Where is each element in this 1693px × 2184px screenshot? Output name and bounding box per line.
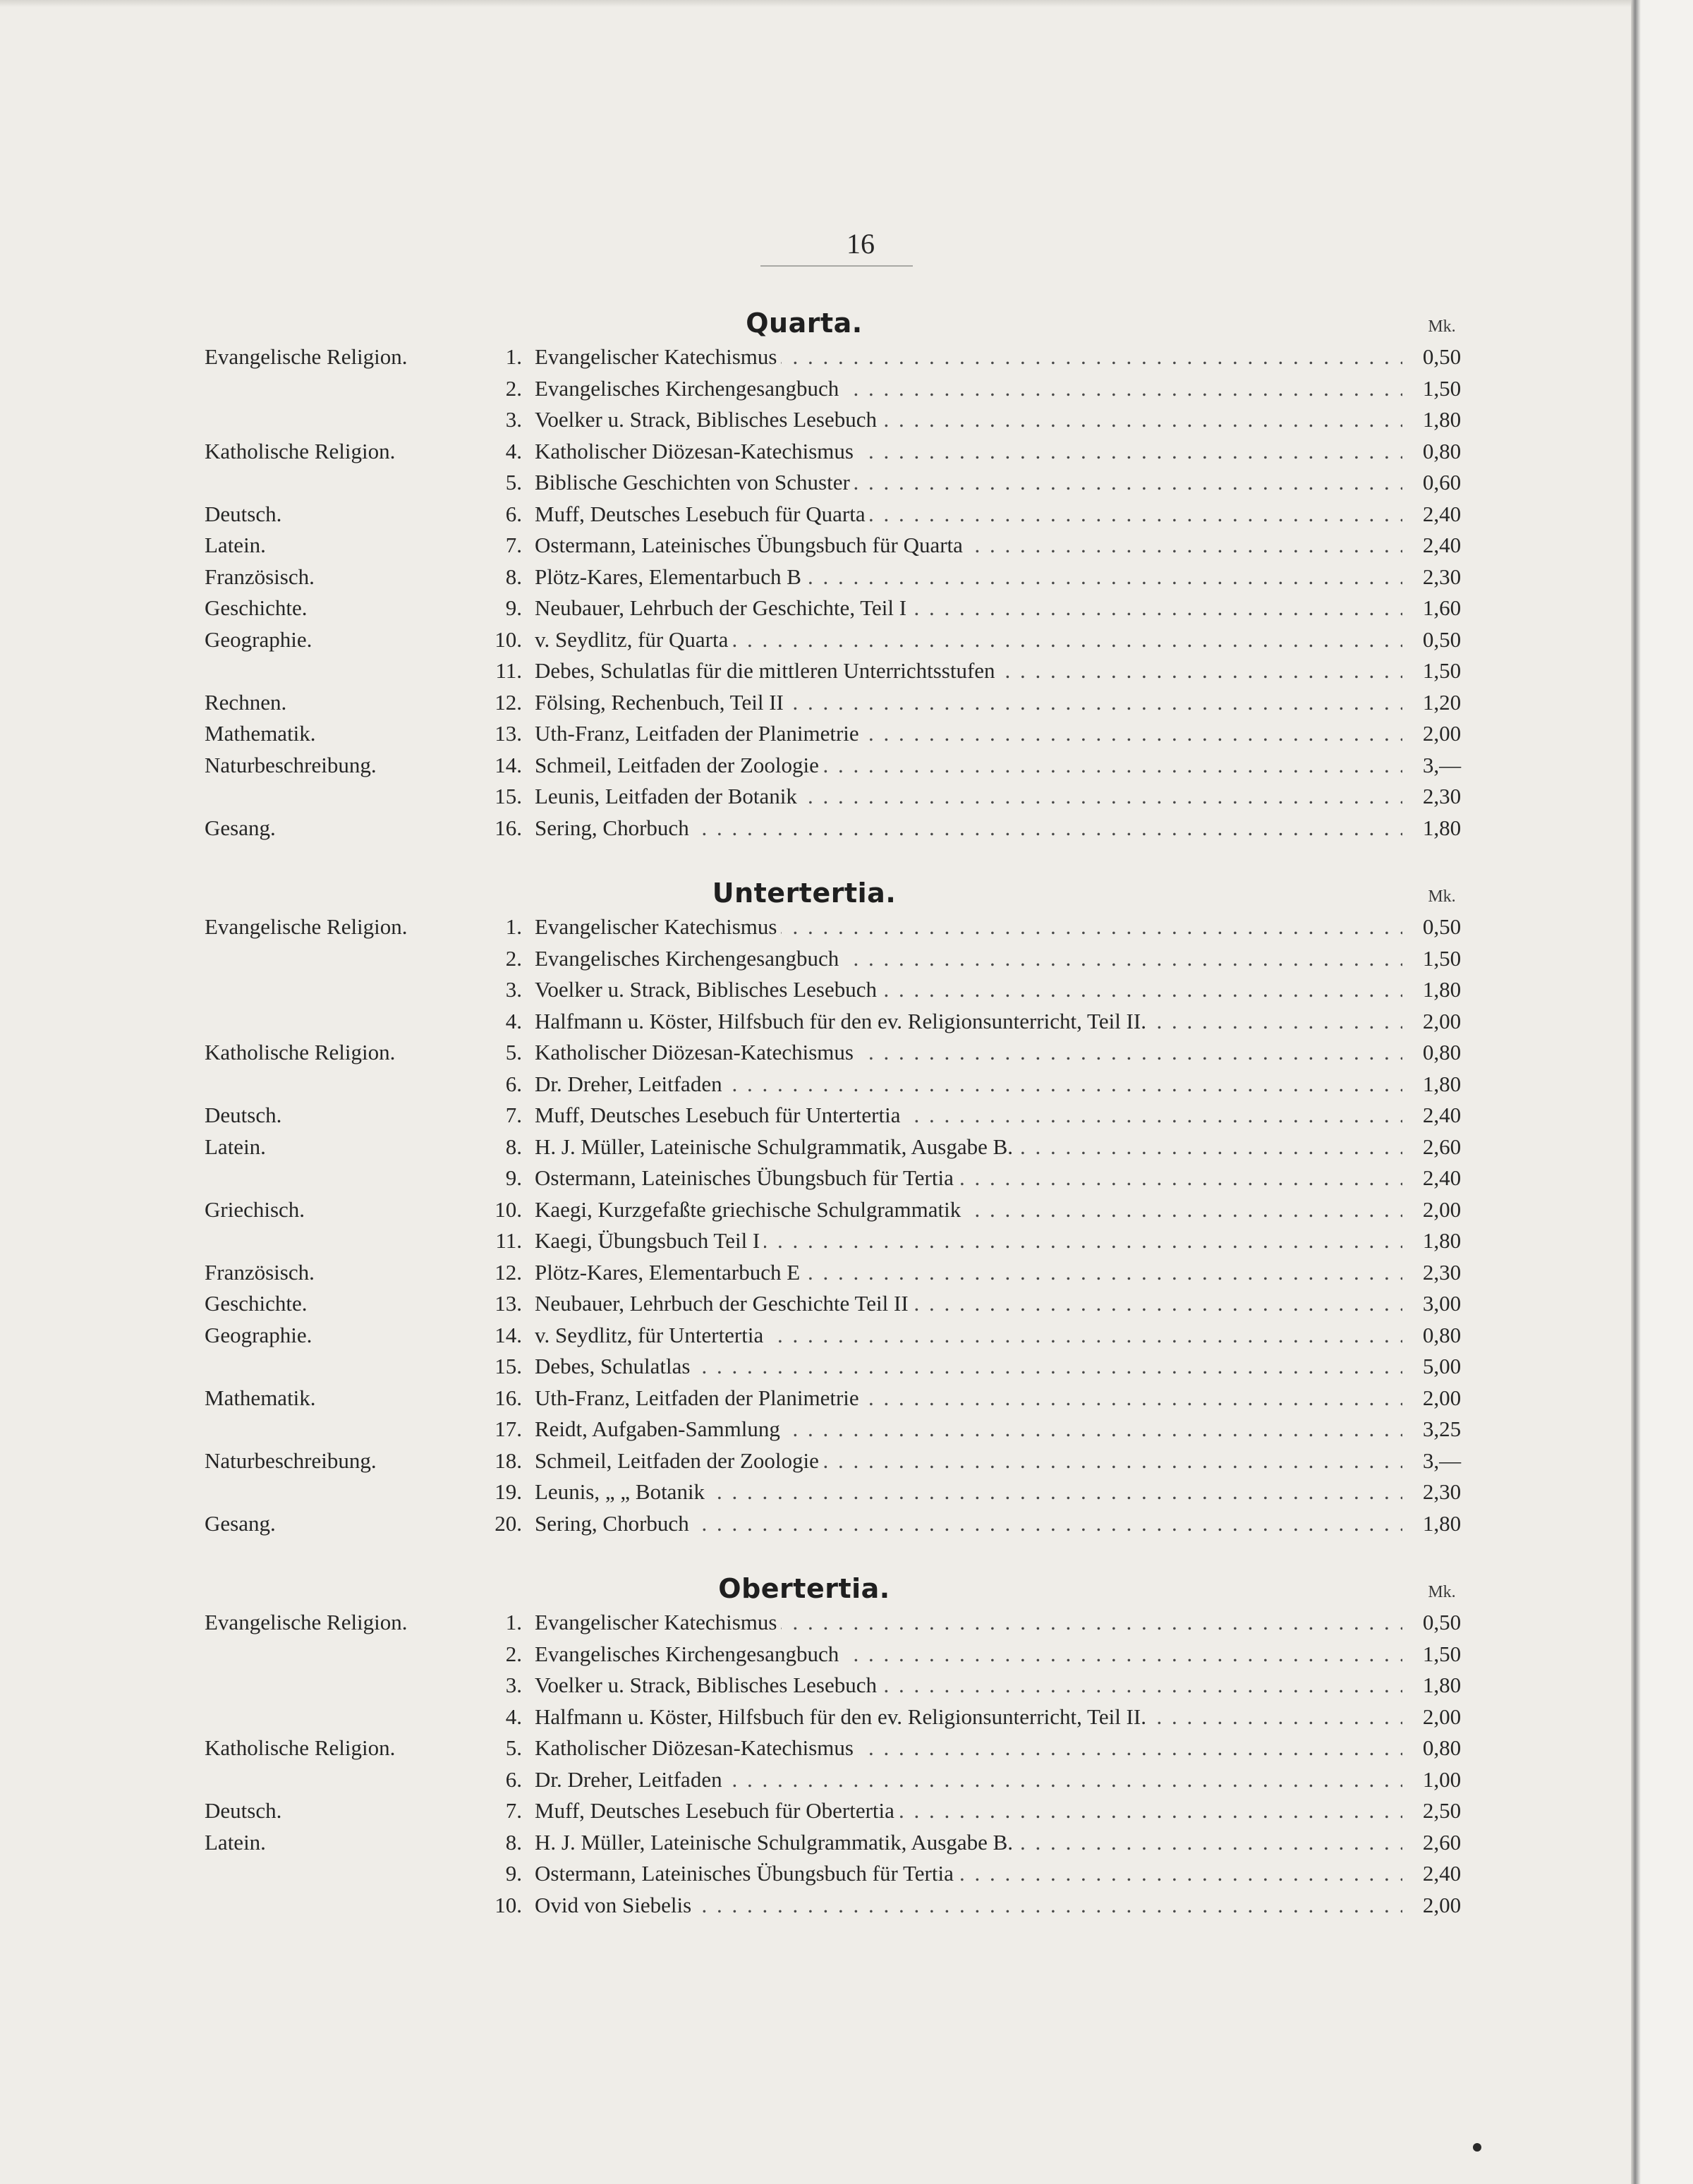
book-title	[535, 1383, 1402, 1414]
item-number: 18.	[494, 1448, 522, 1473]
book-title-text: Leunis, „ „ Botanik	[535, 1479, 709, 1504]
book-title-text: Fölsing, Rechenbuch, Teil II	[535, 690, 788, 715]
book-price: 0,50	[1422, 914, 1462, 939]
book-row	[0, 1320, 1631, 1352]
book-price: 0,80	[1422, 1735, 1462, 1760]
section-title: Obertertia.	[718, 1573, 890, 1604]
book-title-text: Kaegi, Kurzgefaßte griechische Schulgrammatik	[535, 1197, 965, 1222]
book-row	[0, 1132, 1631, 1163]
book-row	[0, 1100, 1631, 1132]
page-number: 16	[846, 228, 875, 260]
item-number: 8.	[505, 1829, 522, 1855]
book-title-text: Debes, Schulatlas	[535, 1354, 694, 1378]
item-number: 3.	[505, 407, 522, 432]
book-row	[0, 1288, 1631, 1320]
book-price: 1,80	[1422, 1510, 1462, 1536]
subject-label: Latein.	[205, 533, 266, 557]
item-number: 16.	[494, 1385, 522, 1410]
book-title-text: v. Seydlitz, für Quarta	[535, 627, 732, 652]
book-title-text: Muff, Deutsches Lesebuch für Obertertia	[535, 1798, 899, 1823]
book-price: 2,40	[1422, 533, 1462, 557]
subject-label: Rechnen.	[205, 689, 287, 715]
subject-label: Mathematik.	[205, 1385, 316, 1410]
book-row	[0, 593, 1631, 624]
book-price: 2,30	[1422, 564, 1462, 589]
subject-label: Deutsch.	[205, 501, 282, 526]
book-price: 2,30	[1422, 1479, 1462, 1504]
item-number: 17.	[494, 1416, 522, 1441]
book-title	[535, 593, 1402, 624]
book-title-text: Voelker u. Strack, Biblisches Lesebuch	[535, 1673, 881, 1697]
book-price: 5,00	[1422, 1354, 1462, 1378]
book-price: 1,80	[1422, 977, 1462, 1002]
item-number: 3.	[505, 1673, 522, 1697]
book-title-text: Neubauer, Lehrbuch der Geschichte Teil II	[535, 1291, 913, 1316]
book-price: 0,50	[1422, 1610, 1462, 1634]
book-row	[0, 1445, 1631, 1477]
book-price: 2,60	[1422, 1829, 1462, 1855]
item-number: 5.	[505, 1040, 522, 1064]
book-title	[535, 1795, 1402, 1827]
book-row	[0, 1163, 1631, 1194]
item-number: 12.	[494, 1259, 522, 1285]
book-price: 0,50	[1422, 626, 1462, 652]
page-number-rule	[760, 265, 913, 267]
book-title	[535, 911, 1402, 943]
item-number: 6.	[505, 1071, 522, 1096]
book-title	[535, 530, 1402, 562]
book-price: 0,50	[1422, 344, 1462, 369]
book-row	[0, 1827, 1631, 1859]
item-number: 15.	[494, 1354, 522, 1378]
book-title-text: Uth-Franz, Leitfaden der Planimetrie	[535, 1385, 863, 1410]
book-price: 1,60	[1422, 595, 1462, 620]
section-untertertia	[0, 875, 1631, 1539]
book-title-text: Muff, Deutsches Lesebuch für Untertertia	[535, 1103, 905, 1127]
book-title-text: Leunis, Leitfaden der Botanik	[535, 784, 801, 808]
book-title-text: Halfmann u. Köster, Hilfsbuch für den ev. Religionsunterricht, Teil II.	[535, 1009, 1151, 1033]
subject-label: Naturbeschreibung.	[205, 1448, 377, 1473]
currency-unit-label: Mk.	[1428, 887, 1456, 906]
book-title-text: Katholischer Diözesan-Katechismus	[535, 1735, 858, 1760]
book-title	[535, 404, 1402, 436]
item-number: 10.	[494, 1892, 522, 1917]
subject-label: Deutsch.	[205, 1798, 282, 1823]
subject-label: Französisch.	[205, 1259, 315, 1285]
book-title	[535, 1163, 1402, 1194]
book-title	[535, 1476, 1402, 1508]
book-title	[535, 1100, 1402, 1132]
book-title	[535, 1607, 1402, 1639]
subject-label: Deutsch.	[205, 1103, 282, 1127]
book-row	[0, 530, 1631, 562]
item-number: 6.	[505, 1766, 522, 1792]
book-title-text: Ostermann, Lateinisches Übungsbuch für Tertia	[535, 1861, 958, 1886]
item-number: 5.	[505, 1735, 522, 1760]
book-title	[535, 341, 1402, 373]
item-number: 3.	[505, 977, 522, 1002]
book-title-text: Muff, Deutsches Lesebuch für Quarta	[535, 502, 870, 526]
book-title	[535, 943, 1402, 975]
book-title-text: Ostermann, Lateinisches Übungsbuch für Tertia	[535, 1165, 958, 1190]
book-row	[0, 1639, 1631, 1670]
subject-label: Evangelische Religion.	[205, 1610, 408, 1634]
book-title	[535, 1508, 1402, 1540]
book-title	[535, 1414, 1402, 1445]
book-title	[535, 718, 1402, 750]
book-title	[535, 562, 1402, 593]
item-number: 13.	[494, 1291, 522, 1316]
book-title	[535, 373, 1402, 405]
book-row	[0, 373, 1631, 405]
book-title-text: Plötz-Kares, Elementarbuch B	[535, 564, 806, 589]
item-number: 13.	[494, 721, 522, 746]
book-price: 1,50	[1422, 375, 1462, 401]
book-price: 1,50	[1422, 1641, 1462, 1666]
book-price: 2,50	[1422, 1798, 1462, 1823]
subject-label: Geographie.	[205, 626, 312, 652]
book-title	[535, 1701, 1402, 1733]
book-price: 0,80	[1422, 1322, 1462, 1347]
item-number: 7.	[505, 533, 522, 557]
book-title-text: H. J. Müller, Lateinische Schulgrammatik, Ausgabe B.	[535, 1134, 1017, 1159]
book-price: 1,00	[1422, 1766, 1462, 1792]
item-number: 14.	[494, 1322, 522, 1347]
book-row	[0, 1858, 1631, 1890]
book-title	[535, 781, 1402, 813]
item-number: 20.	[494, 1510, 522, 1536]
book-row	[0, 974, 1631, 1006]
book-title-text: Reidt, Aufgaben-Sammlung	[535, 1416, 784, 1441]
book-title	[535, 1225, 1402, 1257]
book-price: 2,40	[1422, 1861, 1462, 1886]
book-title	[535, 813, 1402, 844]
book-price: 3,—	[1422, 752, 1462, 777]
book-row	[0, 1607, 1631, 1639]
item-number: 4.	[505, 1008, 522, 1033]
book-row	[0, 341, 1631, 373]
book-row	[0, 1006, 1631, 1038]
book-title	[535, 1764, 1402, 1796]
subject-label: Katholische Religion.	[205, 1735, 396, 1760]
subject-label: Latein.	[205, 1829, 266, 1855]
book-title-text: Katholischer Diözesan-Katechismus	[535, 1040, 858, 1064]
book-title-text: Kaegi, Übungsbuch Teil I	[535, 1228, 764, 1253]
book-price: 2,60	[1422, 1134, 1462, 1159]
section-header	[0, 305, 1631, 341]
item-number: 2.	[505, 375, 522, 401]
book-title	[535, 1194, 1402, 1226]
book-title	[535, 1890, 1402, 1922]
book-title-text: v. Seydlitz, für Untertertia	[535, 1323, 767, 1347]
item-number: 10.	[494, 1196, 522, 1222]
book-title-text: Dr. Dreher, Leitfaden	[535, 1072, 727, 1096]
book-row	[0, 436, 1631, 468]
book-row	[0, 1733, 1631, 1764]
item-number: 1.	[505, 344, 522, 369]
book-price: 2,00	[1422, 1704, 1462, 1729]
subject-label: Katholische Religion.	[205, 438, 396, 463]
subject-label: Katholische Religion.	[205, 1040, 396, 1064]
book-title-text: Ovid von Siebelis	[535, 1893, 696, 1917]
book-title-text: Evangelischer Katechismus	[535, 1610, 781, 1634]
book-row	[0, 1037, 1631, 1069]
item-number: 8.	[505, 1134, 522, 1159]
book-price: 1,80	[1422, 1673, 1462, 1697]
section-header	[0, 875, 1631, 911]
book-title-text: Schmeil, Leitfaden der Zoologie	[535, 753, 823, 777]
book-title-text: Voelker u. Strack, Biblisches Lesebuch	[535, 977, 881, 1002]
book-title	[535, 1351, 1402, 1383]
book-title	[535, 1132, 1402, 1163]
book-row	[0, 813, 1631, 844]
book-row	[0, 1414, 1631, 1445]
book-row	[0, 1257, 1631, 1289]
page-binding-edge	[1631, 0, 1693, 2184]
item-number: 4.	[505, 438, 522, 463]
book-price: 2,30	[1422, 784, 1462, 808]
page-top-shadow	[0, 0, 1631, 7]
item-number: 14.	[494, 752, 522, 777]
book-row	[0, 562, 1631, 593]
book-row	[0, 1701, 1631, 1733]
book-row	[0, 1764, 1631, 1796]
subject-label: Gesang.	[205, 815, 276, 840]
book-title-text: Plötz-Kares, Elementarbuch E	[535, 1260, 804, 1285]
book-title-text: Halfmann u. Köster, Hilfsbuch für den ev. Religionsunterricht, Teil II.	[535, 1704, 1151, 1729]
book-title	[535, 1670, 1402, 1701]
book-price: 3,—	[1422, 1448, 1462, 1473]
book-row	[0, 781, 1631, 813]
book-title-text: Schmeil, Leitfaden der Zoologie	[535, 1448, 823, 1473]
book-title-text: Ostermann, Lateinisches Übungsbuch für Quarta	[535, 533, 967, 557]
book-price: 2,30	[1422, 1259, 1462, 1285]
book-price: 0,80	[1422, 1040, 1462, 1064]
subject-label: Geographie.	[205, 1322, 312, 1347]
book-title-text: Uth-Franz, Leitfaden der Planimetrie	[535, 721, 863, 746]
book-title	[535, 467, 1402, 499]
section-header	[0, 1570, 1631, 1607]
book-title	[535, 1257, 1402, 1289]
section-obertertia	[0, 1570, 1631, 1921]
subject-label: Griechisch.	[205, 1196, 305, 1222]
book-title	[535, 655, 1402, 687]
book-price: 1,80	[1422, 1071, 1462, 1096]
book-row	[0, 1383, 1631, 1414]
item-number: 5.	[505, 470, 522, 495]
item-number: 7.	[505, 1798, 522, 1823]
book-title	[535, 1733, 1402, 1764]
book-title	[535, 436, 1402, 468]
currency-unit-label: Mk.	[1428, 317, 1456, 336]
book-title	[535, 1445, 1402, 1477]
book-title-text: Dr. Dreher, Leitfaden	[535, 1767, 727, 1792]
book-price: 1,50	[1422, 658, 1462, 683]
book-price: 0,80	[1422, 438, 1462, 463]
book-title	[535, 624, 1402, 656]
book-row	[0, 911, 1631, 943]
item-number: 2.	[505, 945, 522, 971]
item-number: 19.	[494, 1479, 522, 1504]
item-number: 4.	[505, 1704, 522, 1729]
subject-label: Geschichte.	[205, 595, 308, 620]
book-row	[0, 499, 1631, 530]
book-price: 3,25	[1422, 1416, 1462, 1441]
book-row	[0, 655, 1631, 687]
book-title	[535, 1006, 1402, 1038]
subject-label: Evangelische Religion.	[205, 914, 408, 939]
book-title-text: H. J. Müller, Lateinische Schulgrammatik, Ausgabe B.	[535, 1830, 1017, 1855]
book-title-text: Voelker u. Strack, Biblisches Lesebuch	[535, 407, 881, 432]
book-row	[0, 1508, 1631, 1540]
item-number: 9.	[505, 595, 522, 620]
book-price: 1,20	[1422, 689, 1462, 715]
book-title-text: Evangelisches Kirchengesangbuch	[535, 946, 843, 971]
subject-label: Latein.	[205, 1134, 266, 1159]
item-number: 7.	[505, 1103, 522, 1127]
item-number: 12.	[494, 689, 522, 715]
book-title-text: Evangelisches Kirchengesangbuch	[535, 376, 843, 401]
book-title-text: Evangelischer Katechismus	[535, 914, 781, 939]
book-title	[535, 1037, 1402, 1069]
book-row	[0, 1351, 1631, 1383]
book-title	[535, 1827, 1402, 1859]
book-row	[0, 1476, 1631, 1508]
subject-label: Evangelische Religion.	[205, 344, 408, 369]
item-number: 15.	[494, 784, 522, 808]
book-price: 1,80	[1422, 407, 1462, 432]
book-row	[0, 943, 1631, 975]
book-row	[0, 687, 1631, 719]
book-row	[0, 404, 1631, 436]
book-row	[0, 1795, 1631, 1827]
ink-dot	[1473, 2143, 1481, 2152]
book-price: 0,60	[1422, 470, 1462, 495]
book-row	[0, 624, 1631, 656]
item-number: 1.	[505, 1610, 522, 1634]
subject-label: Geschichte.	[205, 1291, 308, 1316]
book-price: 2,00	[1422, 1008, 1462, 1033]
book-title-text: Sering, Chorbuch	[535, 815, 693, 840]
book-title-text: Debes, Schulatlas für die mittleren Unterrichtsstufen	[535, 658, 1000, 683]
book-price: 2,00	[1422, 721, 1462, 746]
subject-label: Französisch.	[205, 564, 315, 589]
book-title	[535, 1858, 1402, 1890]
item-number: 9.	[505, 1861, 522, 1886]
book-title	[535, 1639, 1402, 1670]
item-number: 6.	[505, 501, 522, 526]
book-title	[535, 687, 1402, 719]
item-number: 16.	[494, 815, 522, 840]
book-row	[0, 718, 1631, 750]
item-number: 1.	[505, 914, 522, 939]
book-title	[535, 750, 1402, 782]
book-price: 2,00	[1422, 1892, 1462, 1917]
book-title-text: Sering, Chorbuch	[535, 1511, 693, 1536]
book-title	[535, 1320, 1402, 1352]
book-price: 2,40	[1422, 1165, 1462, 1190]
book-price: 2,00	[1422, 1196, 1462, 1222]
item-number: 9.	[505, 1165, 522, 1190]
item-number: 11.	[495, 1228, 522, 1253]
book-row	[0, 1069, 1631, 1100]
book-row	[0, 750, 1631, 782]
item-number: 10.	[494, 626, 522, 652]
book-row	[0, 1890, 1631, 1922]
book-title-text: Neubauer, Lehrbuch der Geschichte, Teil I	[535, 595, 911, 620]
subject-label: Mathematik.	[205, 721, 316, 746]
section-quarta	[0, 305, 1631, 844]
book-title-text: Evangelisches Kirchengesangbuch	[535, 1642, 843, 1666]
book-title	[535, 1288, 1402, 1320]
section-title: Quarta.	[746, 308, 863, 339]
book-title	[535, 974, 1402, 1006]
item-number: 2.	[505, 1641, 522, 1666]
book-row	[0, 1225, 1631, 1257]
item-number: 8.	[505, 564, 522, 589]
book-price: 3,00	[1422, 1291, 1462, 1316]
subject-label: Naturbeschreibung.	[205, 752, 377, 777]
book-title-text: Evangelischer Katechismus	[535, 344, 781, 369]
book-price: 2,00	[1422, 1385, 1462, 1410]
book-price: 1,80	[1422, 815, 1462, 840]
book-row	[0, 1670, 1631, 1701]
book-row	[0, 467, 1631, 499]
book-title-text: Katholischer Diözesan-Katechismus	[535, 439, 858, 463]
book-price: 1,80	[1422, 1228, 1462, 1253]
book-price: 2,40	[1422, 1103, 1462, 1127]
item-number: 11.	[495, 658, 522, 683]
currency-unit-label: Mk.	[1428, 1583, 1456, 1601]
section-title: Untertertia.	[712, 878, 897, 909]
book-price: 1,50	[1422, 945, 1462, 971]
book-row	[0, 1194, 1631, 1226]
subject-label: Gesang.	[205, 1510, 276, 1536]
book-price: 2,40	[1422, 501, 1462, 526]
book-title	[535, 1069, 1402, 1100]
book-title	[535, 499, 1402, 530]
book-title-text: Biblische Geschichten von Schuster	[535, 470, 854, 495]
